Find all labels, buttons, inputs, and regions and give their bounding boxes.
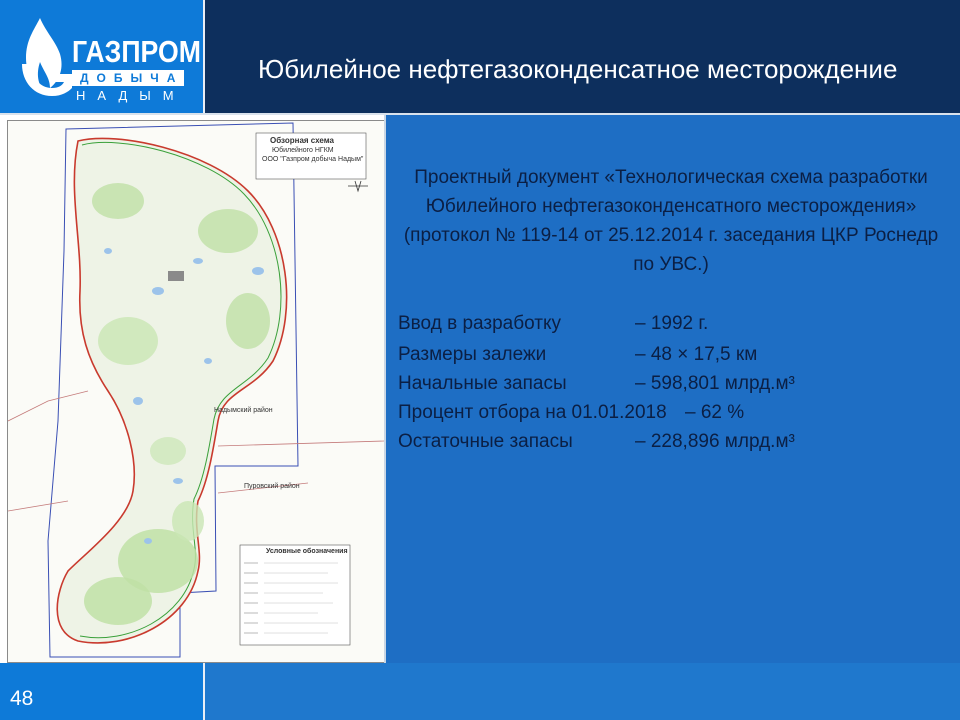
footer-right-panel [205,663,960,720]
map-legend-line1: Юбилейного НГКМ [272,147,334,154]
field-map [7,120,385,663]
map-panel [0,115,384,663]
info-row-value: – 62 % [685,402,745,423]
logo-subtitle: ДОБЫЧА [72,70,184,86]
map-legend-line2: ООО "Газпром добыча Надым" [262,156,364,163]
slide-title: Юбилейное нефтегазоконденсатное месторождение [258,54,898,84]
footer-page-panel [0,663,205,720]
district-label-pur: Пуровский район [244,483,300,490]
logo-wordmark: ГАЗПРОМ [72,34,201,69]
info-row-label: Остаточные запасы [398,431,573,452]
district-label-nadym: Надымский район [214,407,273,414]
info-panel [384,115,960,663]
map-legend-title: Обзорная схема [270,136,334,145]
map-conventions-title: Условные обозначения [266,548,348,555]
page-number: 48 [10,687,34,710]
info-row-label: Размеры залежи [398,344,547,365]
info-row-value: – 598,801 млрд.м³ [635,373,795,394]
project-document-text: Проектный документ «Технологическая схема разработки Юбилейного нефтегазоконденсатного месторождения» (протокол № 119-14 от 25.12.2014 г. заседания ЦКР Роснедр по УВС.) [403,167,939,275]
info-row-value: – 1992 г. [635,313,709,334]
company-logo [0,0,205,113]
logo-city: НАДЫМ [76,88,186,103]
field-map-drawing [8,121,384,662]
info-row-value: – 48 × 17,5 км [635,344,758,365]
info-row-value: – 228,896 млрд.м³ [635,431,795,452]
info-row-label: Начальные запасы [398,373,567,394]
info-row-label: Процент отбора на 01.01.2018 [398,402,667,423]
info-row-label: Ввод в разработку [398,313,561,334]
